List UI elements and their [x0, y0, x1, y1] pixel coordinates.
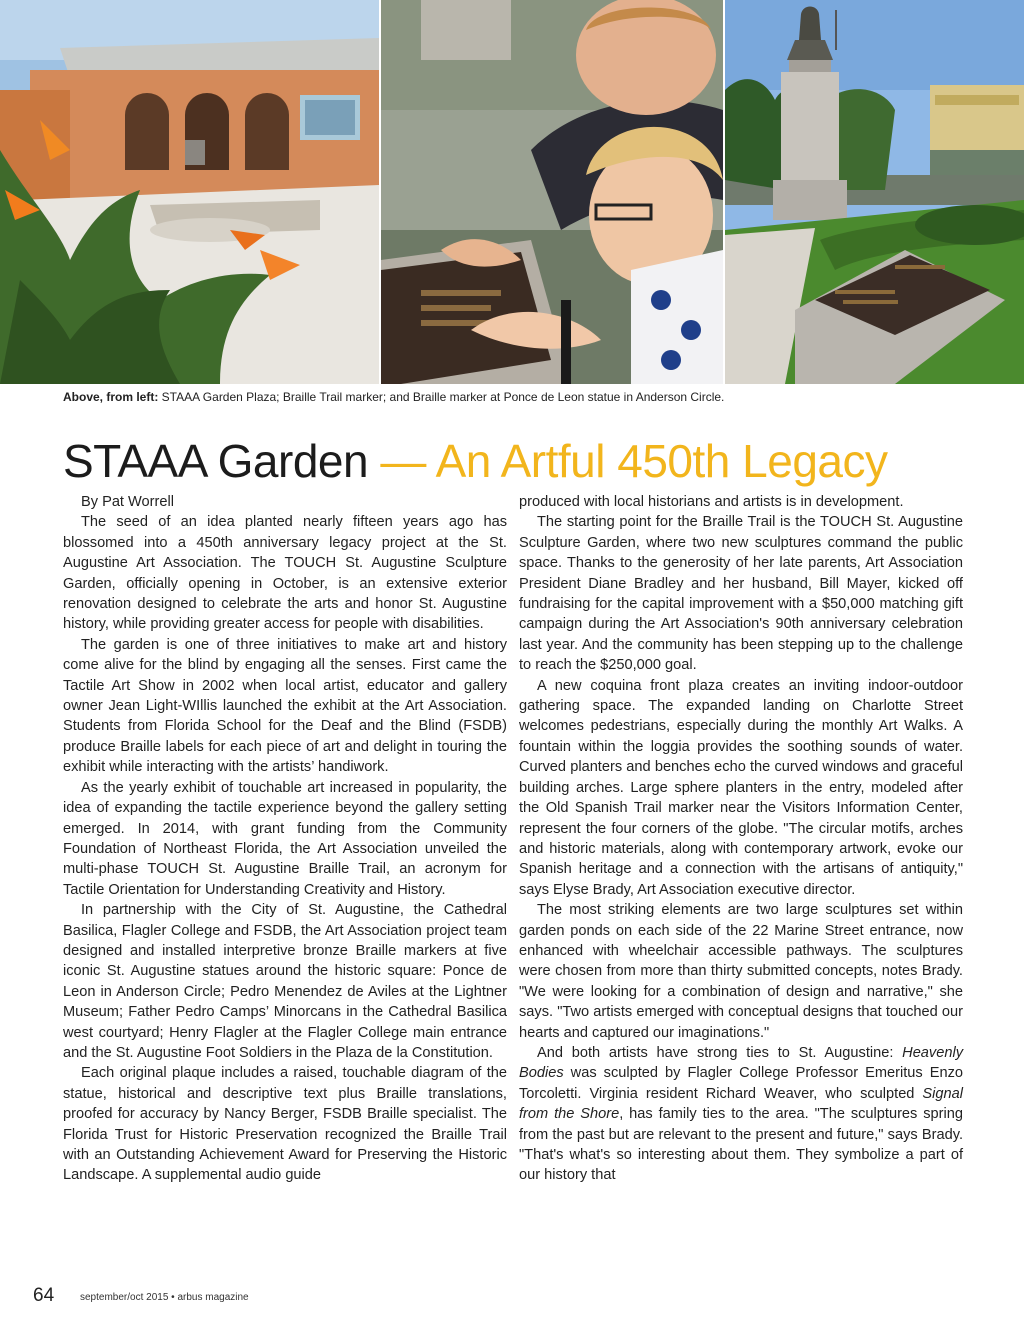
- garden-plaza-illustration: [0, 0, 379, 384]
- caption-lead: Above, from left:: [63, 390, 159, 404]
- right-paragraph-4: The most striking elements are two large sculptures set within garden ponds on each side of the 22 Marine Street entrance, now enhanced with wheelchair accessible pathways. The sculptures were chosen from more than thirty submitted concepts, notes Brady. "We were looking for a combination of design and narrative," she says. "Two artists emerged with conceptual designs that touched our hearts and captured our imaginations.": [519, 902, 963, 1041]
- right-p5-part-b: was sculpted by Flagler College Professor Emeritus Enzo Torcoletti. Virginia resident Richard Weaver, who sculpted: [519, 1065, 963, 1102]
- sculpture-title-signal-from-the-shore: Signal from the Shore: [519, 1085, 963, 1123]
- photo-ponce-de-leon-marker: [725, 0, 1024, 384]
- left-paragraph-3: As the yearly exhibit of touchable art increased in popularity, the idea of expanding the tactile experience beyond the gallery setting emerged. In 2014, with grant funding from the Community Foundation of Northeast Florida, the Art Association unveiled the multi-phase TOUCH St. Augustine Braille Trail, an acronym for Tactile Orientation for Understanding Creativity and History.: [63, 779, 507, 898]
- photo-braille-trail-marker: [381, 0, 723, 384]
- photo-caption: [63, 390, 724, 404]
- right-p5-part-a: And both artists have strong ties to St. Augustine:: [537, 1044, 903, 1061]
- caption-text: STAAA Garden Plaza; Braille Trail marker; and Braille marker at Ponce de Leon statue in Anderson Circle.: [158, 390, 725, 404]
- ponce-de-leon-illustration: [725, 0, 1024, 384]
- right-paragraph-5: [519, 1043, 963, 1186]
- left-paragraph-2: The garden is one of three initiatives to make art and history come alive for the blind by engaging all the senses. First came the Tactile Art Show in 2002 when local artist, educator and gallery owner Jean Light-WIllis launched the exhibit at the Art Association. Students from Florida School for the Deaf and the Blind (FSDB) produce Braille labels for each piece of art and delight in touring the exhibit while interacting with the artists’ handiwork.: [63, 636, 507, 776]
- right-paragraph-1: produced with local historians and artists is in development.: [519, 494, 904, 510]
- right-paragraph-2: The starting point for the Braille Trail is the TOUCH St. Augustine Sculpture Garden, where two new sculptures command the public space. Thanks to the generosity of her late parents, Art Association President Diane Bradley and her husband, Bill Mayer, kicked off fundraising for the capital improvement with a $50,000 matching gift campaign during the Art Association's 90th anniversary celebration last year. And the community has been stepping up to the challenge to reach the $250,000 goal.: [519, 514, 963, 674]
- article-headline: [63, 432, 888, 490]
- left-paragraph-4: In partnership with the City of St. Augustine, the Cathedral Basilica, Flagler College and FSDB, the Art Association project team designed and installed interpretive bronze Braille markers at five iconic St. Augustine statues around the historic square: Ponce de Leon in Anderson Circle; Pedro Menendez de Aviles at the Lightner Museum; Father Pedro Camps’ Minorcans in the Cathedral Basilica west courtyard; Henry Flagler at the Flagler College main entrance and the St. Augustine Foot Soldiers in the Plaza de la Constitution.: [63, 902, 507, 1061]
- byline: By Pat Worrell: [81, 494, 174, 510]
- headline-main: STAAA Garden: [63, 435, 369, 487]
- left-paragraph-1: The seed of an idea planted nearly fifteen years ago has blossomed into a 450th anniversary legacy project at the St. Augustine Art Association. The TOUCH St. Augustine Sculpture Garden, officially opening in October, is an extensive exterior renovation designed to celebrate the arts and honor St. Augustine history, while providing greater access for people with disabilities.: [63, 514, 507, 633]
- photo-garden-plaza: [0, 0, 379, 384]
- headline-accent: — An Artful 450th Legacy: [368, 435, 888, 487]
- page-number: 64: [33, 1285, 55, 1306]
- footer-issue-line: september/oct 2015 • arbus magazine: [80, 1292, 249, 1303]
- right-p5-part-c: , has family ties to the area. "The sculptures spring from the past but are relevant to the present and future," says Brady. "That's what's so interesting about them. They symbolize a part of our history that: [519, 1106, 963, 1184]
- left-paragraph-5: Each original plaque includes a raised, touchable diagram of the statue, historical and descriptive text plus Braille translations, proofed for accuracy by Nancy Berger, FSDB Braille specialist. The Florida Trust for Historic Preservation recognized the Braille Trail with an Outstanding Achievement Award for Preserving the Historic Landscape. A supplemental audio guide: [63, 1065, 507, 1184]
- right-column: [519, 492, 963, 1186]
- left-column: [63, 492, 507, 1186]
- braille-marker-illustration: [381, 0, 723, 384]
- right-paragraph-3: A new coquina front plaza creates an inviting indoor-outdoor gathering space. The expanded landing on Charlotte Street welcomes pedestrians, especially during the monthly Art Walks. A fountain within the loggia provides the soothing sounds of water. Curved planters and benches echo the curved windows and graceful building arches. Large sphere planters in the entry, modeled after the Old Spanish Trail marker near the Visitors Information Center, represent the four corners of the globe. "The circular motifs, arches and historic materials, along with contemporary artwork, evoke our Spanish heritage and a connection with the artisans of antiquity," says Elyse Brady, Art Association executive director.: [519, 677, 963, 898]
- sculpture-title-heavenly-bodies: Heavenly Bodies: [519, 1044, 963, 1082]
